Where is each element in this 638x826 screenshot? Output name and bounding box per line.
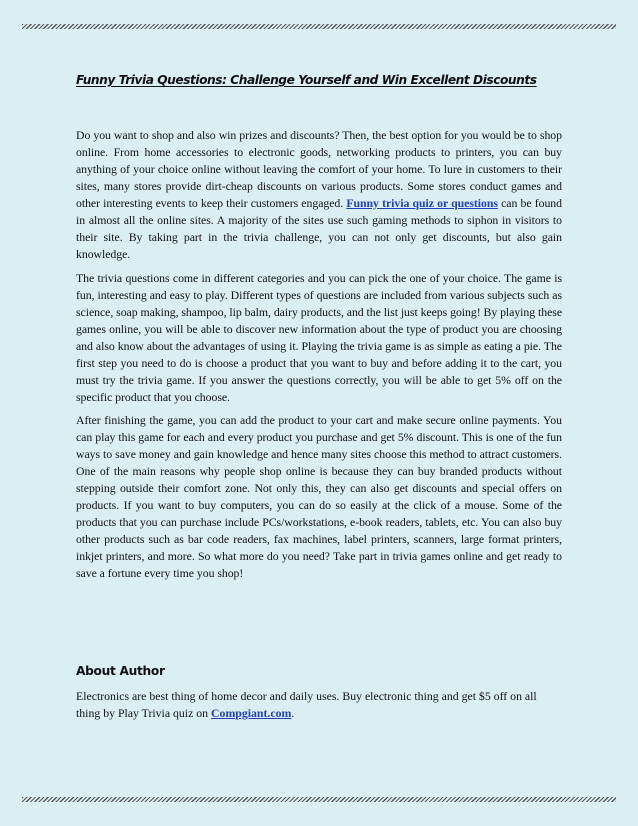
paragraph-1-text-start: Do you want to shop and also win prizes and discounts? Then, the best option for you would be to shop online. From home accessories to electronic goods, networking products to printers, you can buy anything of your choice online without leaving the comfort of your home. To lure in customers to their sites, many stores provide dirt-cheap discounts on various products. Some stores conduct games and other interesting events to keep their customers engaged. [76, 128, 562, 210]
bottom-decorative-border [22, 797, 616, 802]
author-bio-end: . [291, 706, 295, 720]
author-bio [76, 688, 562, 722]
top-decorative-border [22, 24, 616, 29]
paragraph-3: After finishing the game, you can add the product to your cart and make secure online payments. You can play this game for each and every product you purchase and get 5% discount. This is one of the fun ways to save money and gain knowledge and hence many sites choose this method to attract customers. One of the main reasons why people shop online is because they can buy branded products without stepping outside their comfort zone. Not only this, they can also get discounts and special offers on products. If you want to buy computers, you can do so easily at the click of a mouse. Some of the products that you can purchase include PCs/workstations, e-book readers, tablets, etc. You can also buy other products such as bar code readers, fax machines, label printers, scanners, large format printers, inkjet printers, and more. So what more do you need? Take part in trivia games online and get ready to save a fortune every time you shop! [76, 413, 562, 580]
funny-trivia-link[interactable]: Funny trivia quiz or questions [346, 196, 498, 210]
paragraph-2: The trivia questions come in different categories and you can pick the one of your choice. The game is fun, interesting and easy to play. Different types of questions are included from various subjects such as science, soap making, shampoo, lip balm, dairy products, and the list just keeps going! By playing these games online, you will be able to discover new information about the type of product you are choosing and also know about the advantages of using it. Playing the trivia game is as simple as eating a pie. The first step you need to do is choose a product that you want to buy and before adding it to the cart, you must try the trivia game. If you answer the questions correctly, you will be able to get 5% off on the specific product that you choose. [76, 270, 562, 404]
article-title: Funny Trivia Questions: Challenge Yourself and Win Excellent Discounts [76, 73, 537, 87]
article-body [76, 127, 562, 589]
about-author-heading: About Author [76, 664, 165, 678]
paragraph-1-text-end: can be found in almost all the online sites. A majority of the sites use such gaming methods to siphon in visitors to their site. By taking part in the trivia challenge, you can not only get discounts, but also gain knowledge. [76, 196, 562, 261]
compgiant-link[interactable]: Compgiant.com [211, 706, 292, 720]
paragraph-1 [76, 127, 562, 263]
author-bio-text: Electronics are best thing of home decor and daily uses. Buy electronic thing and get $5 off on all thing by Play Trivia quiz on [76, 689, 537, 720]
